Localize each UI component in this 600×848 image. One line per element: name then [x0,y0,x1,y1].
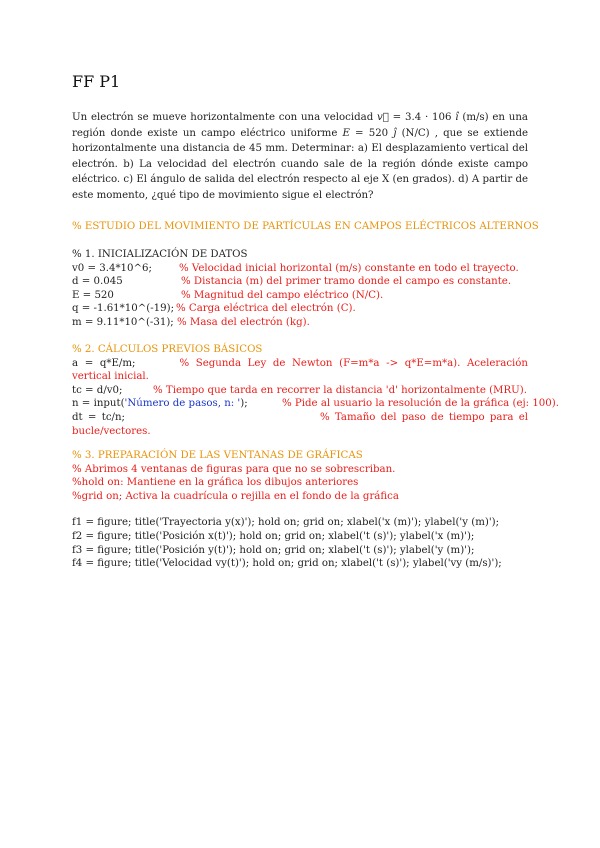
code-line [72,275,528,289]
figure-line: f2 = figure; title('Posición x(t)'); hold on; grid on; xlabel('t (s)'); ylabel('x (m)'); [72,530,475,542]
code-comment: % Masa del electrón (kg). [177,316,310,328]
figure-line: f1 = figure; title('Trayectoria y(x)'); hold on; grid on; xlabel('x (m)'); ylabel('y (m)'); [72,517,500,529]
e-value: = 520 [349,127,394,139]
i-unit-symbol: ı̂ [455,112,459,123]
section-1 [72,248,528,330]
code-comment: % Magnitud del campo eléctrico (N/C). [181,289,384,301]
code-comment: % Tiempo que tarda en recorrer la distancia 'd' horizontalmente (MRU). [153,384,527,396]
code-comment: % Segunda Ley de Newton (F=m*a -> q*E=m*a). Aceleración vertical inicial. [72,357,528,383]
code-comment: % Velocidad inicial horizontal (m/s) constante en todo el trayecto. [179,262,519,274]
header-comment-block [72,220,539,234]
v-value: = 3.4 · 106 [388,112,456,123]
code-line [72,411,528,438]
problem-statement [72,110,528,203]
intro-part3: (N/C) , que se extiende horizontalmente una distancia de 45 mm. Determinar: a) El desplazamiento vertical del electrón. b) La velocidad del electrón cuando sale de la región dónde existe campo eléctrico. c) El ángulo de salida del electrón respecto al eje X (en grados). d) A partir de este momento, ¿qué tipo de movimiento sigue el electrón? [72,127,529,201]
code-comment: % Tamaño del paso de tiempo para el bucle/vectores. [72,411,528,437]
code-line [72,302,528,316]
code-string: 'Número de pasos, n: ' [124,398,241,410]
code-text-post: ); [240,398,248,410]
section-3-heading: % 3. PREPARACIÓN DE LAS VENTANAS DE GRÁFICAS [72,450,363,461]
code-line [72,316,528,330]
intro-part1: Un electrón se mueve horizontalmente con una velocidad [72,112,378,123]
figure-line: f3 = figure; title('Posición y(t)'); hold on; grid on; xlabel('t (s)'); ylabel('y (m)'); [72,544,475,556]
code-comment: % Distancia (m) del primer tramo donde el campo es constante. [181,276,512,288]
e-field-symbol: E [342,127,350,139]
j-unit-symbol: ȷ̂ [393,127,397,139]
code-text: d = 0.045 [72,276,123,288]
code-comment: % Carga eléctrica del electrón (C). [176,303,356,315]
code-comment: % Abrimos 4 ventanas de figuras para que no se sobrescriban. [72,463,396,475]
code-comment: %hold on: Mantiene en la gráfica los dibujos anteriores [72,477,359,489]
section-1-heading: % 1. INICIALIZACIÓN DE DATOS [72,249,248,260]
code-text: E = 520 [72,289,114,301]
intro-part2: (m/s) en una región donde existe un campo eléctrico uniforme [72,112,528,139]
code-line [72,397,559,411]
code-line [72,384,528,398]
code-text: tc = d/v0; [72,384,123,396]
code-line [72,262,528,276]
section-2 [72,343,559,438]
section-2-heading: % 2. CÁLCULOS PREVIOS BÁSICOS [72,344,263,355]
code-text: v0 = 3.4*10^6; [72,262,152,274]
code-line [72,357,528,384]
code-line [72,289,528,303]
v-vector-symbol: v⃗ [377,112,389,123]
figure-line: f4 = figure; title('Velocidad vy(t)'); hold on; grid on; xlabel('t (s)'); ylabel('vy (m/s)'); [72,558,502,570]
code-text: dt = tc/n; [72,411,125,423]
page-title: FF P1 [72,72,121,91]
header-comment: % ESTUDIO DEL MOVIMIENTO DE PARTÍCULAS EN CAMPOS ELÉCTRICOS ALTERNOS [72,221,539,232]
code-text-pre: n = input( [72,398,125,410]
code-text: a = q*E/m; [72,357,136,369]
section-3 [72,449,528,571]
code-comment: %grid on; Activa la cuadrícula o rejilla en el fondo de la gráfica [72,490,399,502]
code-comment: % Pide al usuario la resolución de la gráfica (ej: 100). [282,398,559,410]
code-text: m = 9.11*10^(-31); [72,316,174,328]
code-text: q = -1.61*10^(-19); [72,303,175,315]
